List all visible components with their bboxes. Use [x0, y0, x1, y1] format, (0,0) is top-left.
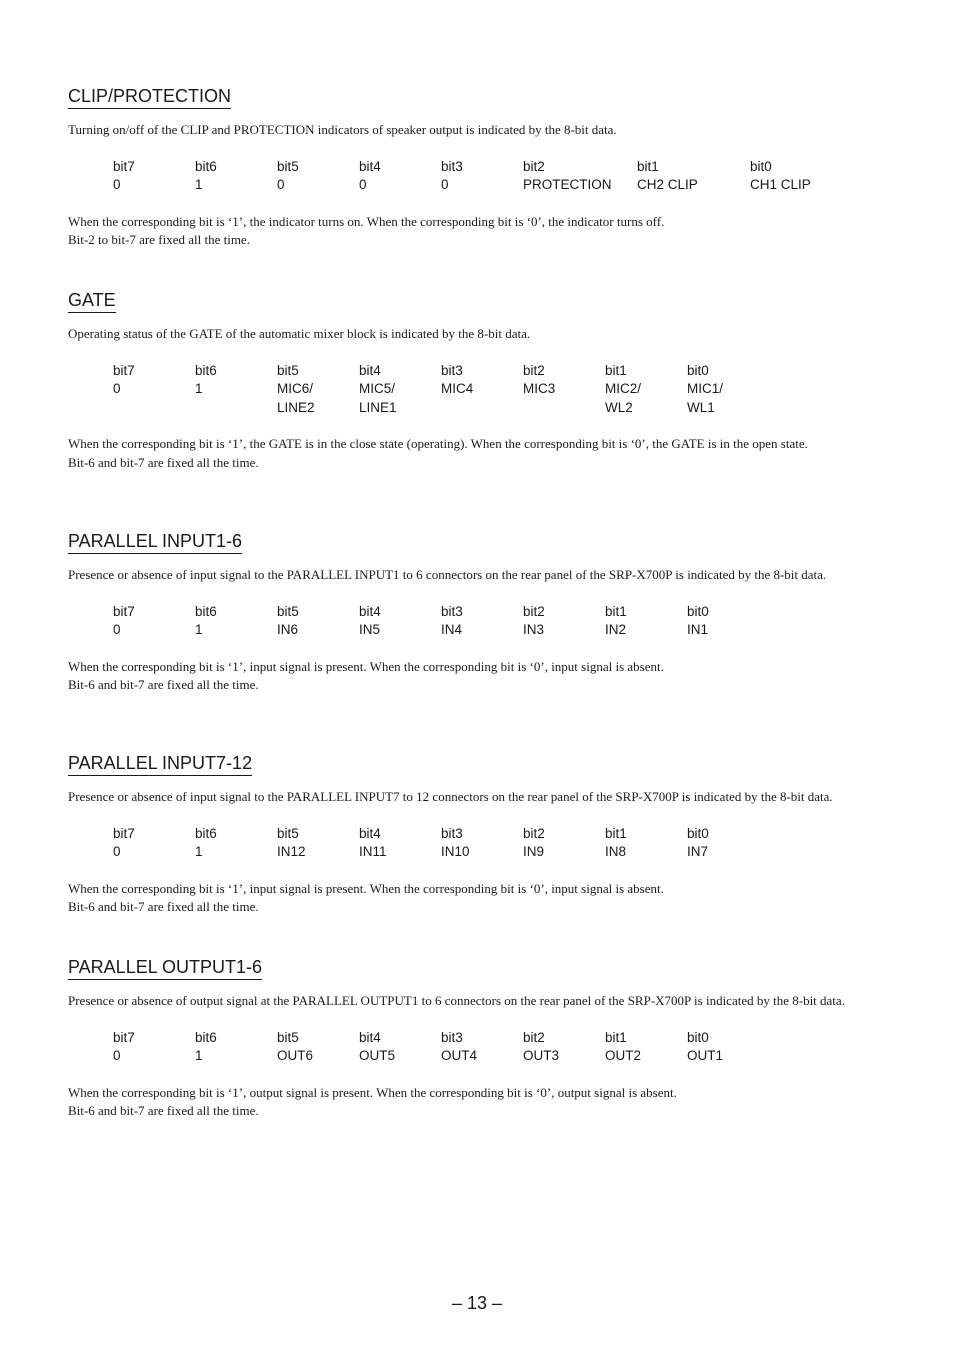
bit-value: 0 [113, 844, 121, 859]
bit-value: OUT3 [523, 1048, 560, 1063]
bit-value: OUT2 [605, 1048, 642, 1063]
note-line: Bit-6 and bit-7 are fixed all the time. [68, 677, 259, 692]
section-title: GATE [68, 289, 116, 313]
section-intro: Presence or absence of input signal to the PARALLEL INPUT7 to 12 connectors on the rear panel of the SRP-X700P is indicated by the 8-bit data. [68, 789, 833, 804]
bit-value: IN8 [605, 844, 627, 859]
section-title: PARALLEL OUTPUT1-6 [68, 956, 262, 980]
bit-header: bit1 [605, 603, 627, 619]
bit-table [113, 825, 898, 862]
bit-value-cont [523, 399, 605, 418]
note-line: Bit-2 to bit-7 are fixed all the time. [68, 232, 250, 247]
bit-value: 1 [195, 381, 203, 396]
bit-value: IN10 [441, 844, 470, 859]
bit-value: IN5 [359, 622, 381, 637]
bit-header: bit0 [687, 825, 709, 841]
section-notes [68, 880, 898, 917]
note-line: When the corresponding bit is ‘1’, input signal is present. When the corresponding bit is ‘0’, input signal is absent. [68, 880, 664, 896]
bit-value: IN1 [687, 622, 709, 637]
bit-header: bit2 [523, 158, 545, 174]
bit-value: IN11 [359, 844, 387, 859]
bit-header: bit0 [687, 362, 709, 378]
bit-value: PROTECTION [523, 177, 612, 192]
section-intro: Turning on/off of the CLIP and PROTECTION indicators of speaker output is indicated by the 8-bit data. [68, 122, 617, 137]
section-notes [68, 1084, 898, 1121]
bit-value-cont: LINE1 [359, 399, 397, 415]
note-line: Bit-6 and bit-7 are fixed all the time. [68, 1103, 259, 1118]
bit-header: bit7 [113, 158, 135, 174]
bit-header: bit7 [113, 603, 135, 619]
bit-header: bit2 [523, 1029, 545, 1045]
section-clip-protection [68, 85, 898, 250]
page-number: – 13 – [451, 1293, 503, 1313]
bit-table [113, 1029, 898, 1066]
bit-value: IN9 [523, 844, 545, 859]
bit-header: bit7 [113, 1029, 135, 1045]
bit-value: MIC1/ [687, 381, 724, 396]
bit-value-cont [113, 399, 195, 418]
bit-value: 1 [195, 622, 203, 637]
bit-header: bit4 [359, 1029, 381, 1045]
bit-value: 0 [359, 177, 367, 192]
bit-header: bit5 [277, 362, 299, 378]
bit-header: bit2 [523, 362, 545, 378]
bit-value: MIC6/ [277, 381, 314, 396]
section-intro: Presence or absence of output signal at the PARALLEL OUTPUT1 to 6 connectors on the rear panel of the SRP-X700P is indicated by the 8-bit data. [68, 993, 845, 1008]
bit-header: bit7 [113, 825, 135, 841]
bit-header: bit2 [523, 603, 545, 619]
section-notes [68, 213, 898, 250]
bit-value-cont: WL2 [605, 399, 633, 415]
bit-header: bit0 [687, 603, 709, 619]
bit-value: 0 [113, 622, 121, 637]
bit-header: bit5 [277, 1029, 299, 1045]
bit-header: bit0 [687, 1029, 709, 1045]
bit-header: bit5 [277, 603, 299, 619]
bit-value: CH2 CLIP [637, 177, 698, 192]
bit-header: bit1 [605, 825, 627, 841]
bit-header: bit3 [441, 825, 463, 841]
bit-header: bit6 [195, 158, 217, 174]
bit-value: 0 [441, 177, 449, 192]
bit-value: 0 [277, 177, 285, 192]
bit-value: OUT5 [359, 1048, 396, 1063]
bit-header: bit1 [605, 362, 627, 378]
bit-value: IN2 [605, 622, 627, 637]
bit-value-cont [195, 399, 277, 418]
bit-header: bit1 [637, 158, 659, 174]
bit-header: bit3 [441, 1029, 463, 1045]
bit-value: IN3 [523, 622, 545, 637]
bit-value: 1 [195, 177, 203, 192]
note-line: When the corresponding bit is ‘1’, the GATE is in the close state (operating). When the corresponding bit is ‘0’, the GATE is in the open state. [68, 436, 808, 451]
bit-value: IN7 [687, 844, 709, 859]
bit-header: bit5 [277, 825, 299, 841]
bit-header: bit3 [441, 362, 463, 378]
bit-header: bit0 [750, 158, 772, 174]
bit-value: OUT1 [687, 1048, 724, 1063]
bit-value: IN4 [441, 622, 463, 637]
bit-value: OUT6 [277, 1048, 314, 1063]
bit-header: bit4 [359, 825, 381, 841]
bit-header: bit3 [441, 158, 463, 174]
note-line: Bit-6 and bit-7 are fixed all the time. [68, 454, 259, 470]
bit-header: bit4 [359, 158, 381, 174]
bit-header: bit5 [277, 158, 299, 174]
section-parallel-input-1-6 [68, 530, 898, 695]
section-title: PARALLEL INPUT1-6 [68, 530, 242, 554]
note-line: Bit-6 and bit-7 are fixed all the time. [68, 899, 259, 914]
note-line: When the corresponding bit is ‘1’, the indicator turns on. When the corresponding bit is ‘0’, the indicator turns off. [68, 213, 665, 229]
section-intro: Operating status of the GATE of the automatic mixer block is indicated by the 8-bit data. [68, 326, 531, 341]
bit-header: bit6 [195, 1029, 217, 1045]
bit-header: bit6 [195, 825, 217, 841]
section-parallel-output-1-6 [68, 956, 898, 1121]
bit-value: MIC2/ [605, 381, 642, 396]
bit-table [113, 158, 898, 195]
bit-value: MIC5/ [359, 381, 396, 396]
bit-header: bit3 [441, 603, 463, 619]
bit-header: bit1 [605, 1029, 627, 1045]
bit-value: CH1 CLIP [750, 177, 811, 192]
bit-value: 1 [195, 1048, 203, 1063]
section-parallel-input-7-12 [68, 752, 898, 917]
bit-header: bit4 [359, 603, 381, 619]
section-gate [68, 289, 898, 472]
bit-value: OUT4 [441, 1048, 478, 1063]
bit-value-cont [441, 399, 523, 418]
bit-value: MIC3 [523, 381, 556, 396]
bit-table [113, 603, 898, 640]
bit-value: 0 [113, 1048, 121, 1063]
note-line: When the corresponding bit is ‘1’, input signal is present. When the corresponding bit is ‘0’, input signal is absent. [68, 658, 664, 674]
bit-header: bit6 [195, 362, 217, 378]
bit-value: 1 [195, 844, 203, 859]
bit-value: 0 [113, 381, 121, 396]
bit-value: IN6 [277, 622, 299, 637]
bit-header: bit2 [523, 825, 545, 841]
section-title: CLIP/PROTECTION [68, 85, 231, 109]
bit-table [113, 362, 898, 418]
section-title: PARALLEL INPUT7-12 [68, 752, 252, 776]
section-intro: Presence or absence of input signal to the PARALLEL INPUT1 to 6 connectors on the rear panel of the SRP-X700P is indicated by the 8-bit data. [68, 567, 827, 582]
bit-value: MIC4 [441, 381, 474, 396]
section-notes [68, 435, 898, 472]
bit-value: IN12 [277, 844, 306, 859]
bit-header: bit6 [195, 603, 217, 619]
bit-value-cont: WL1 [687, 399, 715, 415]
bit-value: 0 [113, 177, 121, 192]
bit-header: bit4 [359, 362, 381, 378]
bit-header: bit7 [113, 362, 135, 378]
note-line: When the corresponding bit is ‘1’, output signal is present. When the corresponding bit is ‘0’, output signal is absent. [68, 1084, 677, 1100]
section-notes [68, 658, 898, 695]
bit-value-cont: LINE2 [277, 399, 315, 415]
